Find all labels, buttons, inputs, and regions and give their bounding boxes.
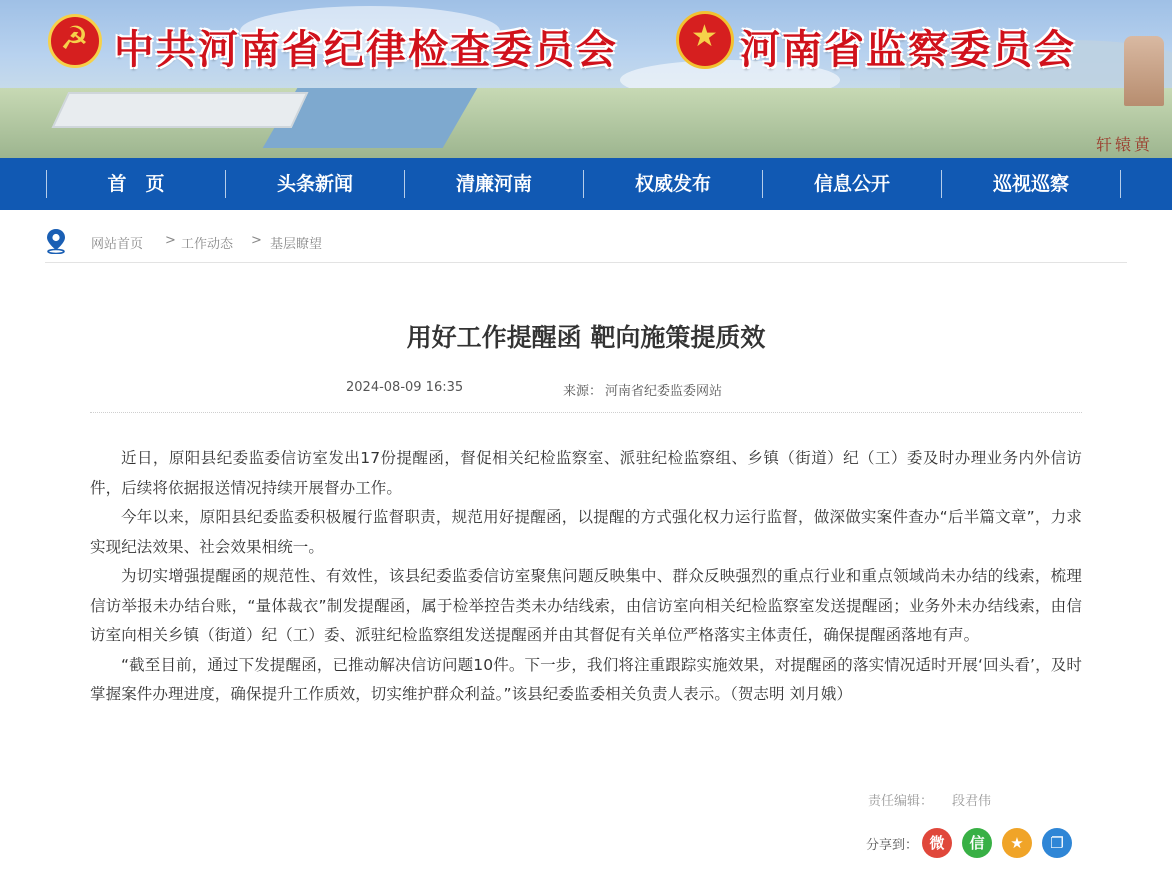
article-paragraph: 今年以来，原阳县纪委监委积极履行监督职责，规范用好提醒函，以提醒的方式强化权力运行监督，做深做实案件查办“后半篇文章”，力求实现纪法效果、社会效果相统一。 <box>90 508 1082 556</box>
editor-name: 段君伟 <box>952 794 992 809</box>
nav-item-home[interactable]: 首 页 <box>107 173 165 195</box>
article-paragraph: 为切实增强提醒函的规范性、有效性，该县纪委监委信访室聚焦问题反映集中、群众反映强烈的重点行业和重点领域尚未办结的线索，梳理信访举报未办结台账，“量体裁衣”制发提醒函，属于检举控告类未办结线索，由信访室向相关纪检监察室发送提醒函；业务外未办结线索，由信访室向相关乡镇（街道）纪（工）委、派驻纪检监察组发送提醒函并由其督促有关单位严格落实主体责任，确保提醒函落地有声。 <box>90 567 1082 644</box>
article-paragraph: 近日，原阳县纪委监委信访室发出17份提醒函，督促相关纪检监察室、派驻纪检监察组、乡镇（街道）纪（工）委及时办理业务内外信访件，后续将依据报送情况持续开展督办工作。 <box>90 449 1082 497</box>
share-label: 分享到： <box>866 838 919 853</box>
article-body <box>90 444 1082 710</box>
national-emblem-icon: ★ <box>676 11 734 69</box>
article-source: 河南省纪委监委网站 <box>605 384 723 399</box>
breadcrumb-divider <box>45 262 1127 263</box>
main-nav <box>0 158 1172 210</box>
banner-title-supervision: 河南省监察委员会 <box>740 26 1076 73</box>
nav-item-authority-release[interactable]: 权威发布 <box>634 173 711 195</box>
article-title: 用好工作提醒函 靶向施策提质效 <box>406 323 766 352</box>
nav-item-inspection[interactable]: 巡视巡察 <box>992 173 1069 195</box>
article-source-label: 来源： <box>563 384 603 399</box>
copy-link-icon: ❐ <box>1050 834 1064 852</box>
nav-item-headlines[interactable]: 头条新闻 <box>276 173 353 195</box>
wechat-icon: 信 <box>969 834 985 852</box>
breadcrumb <box>45 228 1127 254</box>
banner-title-party: 中共河南省纪律检查委员会 <box>114 26 618 73</box>
nav-item-clean-henan[interactable]: 清廉河南 <box>455 173 532 195</box>
article-datetime: 2024-08-09 16:35 <box>346 380 464 395</box>
banner-corner-text: 轩辕黄 <box>1096 135 1154 154</box>
breadcrumb-home-link[interactable]: 网站首页 <box>91 237 144 252</box>
wechat-share-button[interactable] <box>962 828 992 858</box>
breadcrumb-separator: > <box>251 233 262 248</box>
location-pin-icon <box>45 228 67 254</box>
editor-label: 责任编辑： <box>868 794 934 809</box>
breadcrumb-grassroots-link[interactable]: 基层瞭望 <box>270 237 323 252</box>
party-emblem-icon: ☭ <box>48 14 102 68</box>
nav-item-info-disclosure[interactable]: 信息公开 <box>813 173 890 195</box>
weibo-icon: 微 <box>929 834 945 852</box>
weibo-share-button[interactable] <box>922 828 952 858</box>
breadcrumb-work-news-link[interactable]: 工作动态 <box>181 237 234 252</box>
breadcrumb-separator: > <box>165 233 176 248</box>
meta-divider <box>90 412 1082 413</box>
copy-link-share-button[interactable] <box>1042 828 1072 858</box>
header-banner <box>0 0 1172 158</box>
article-paragraph: “截至目前，通过下发提醒函，已推动解决信访问题10件。下一步，我们将注重跟踪实施效果，对提醒函的落实情况适时开展‘回头看’，及时掌握案件办理进度，确保提升工作质效，切实维护群众利益。”该县纪委监委相关负责人表示。（贺志明 刘月娥） <box>90 655 1082 703</box>
qzone-share-button[interactable] <box>1002 828 1032 858</box>
qzone-icon: ★ <box>1010 834 1024 852</box>
